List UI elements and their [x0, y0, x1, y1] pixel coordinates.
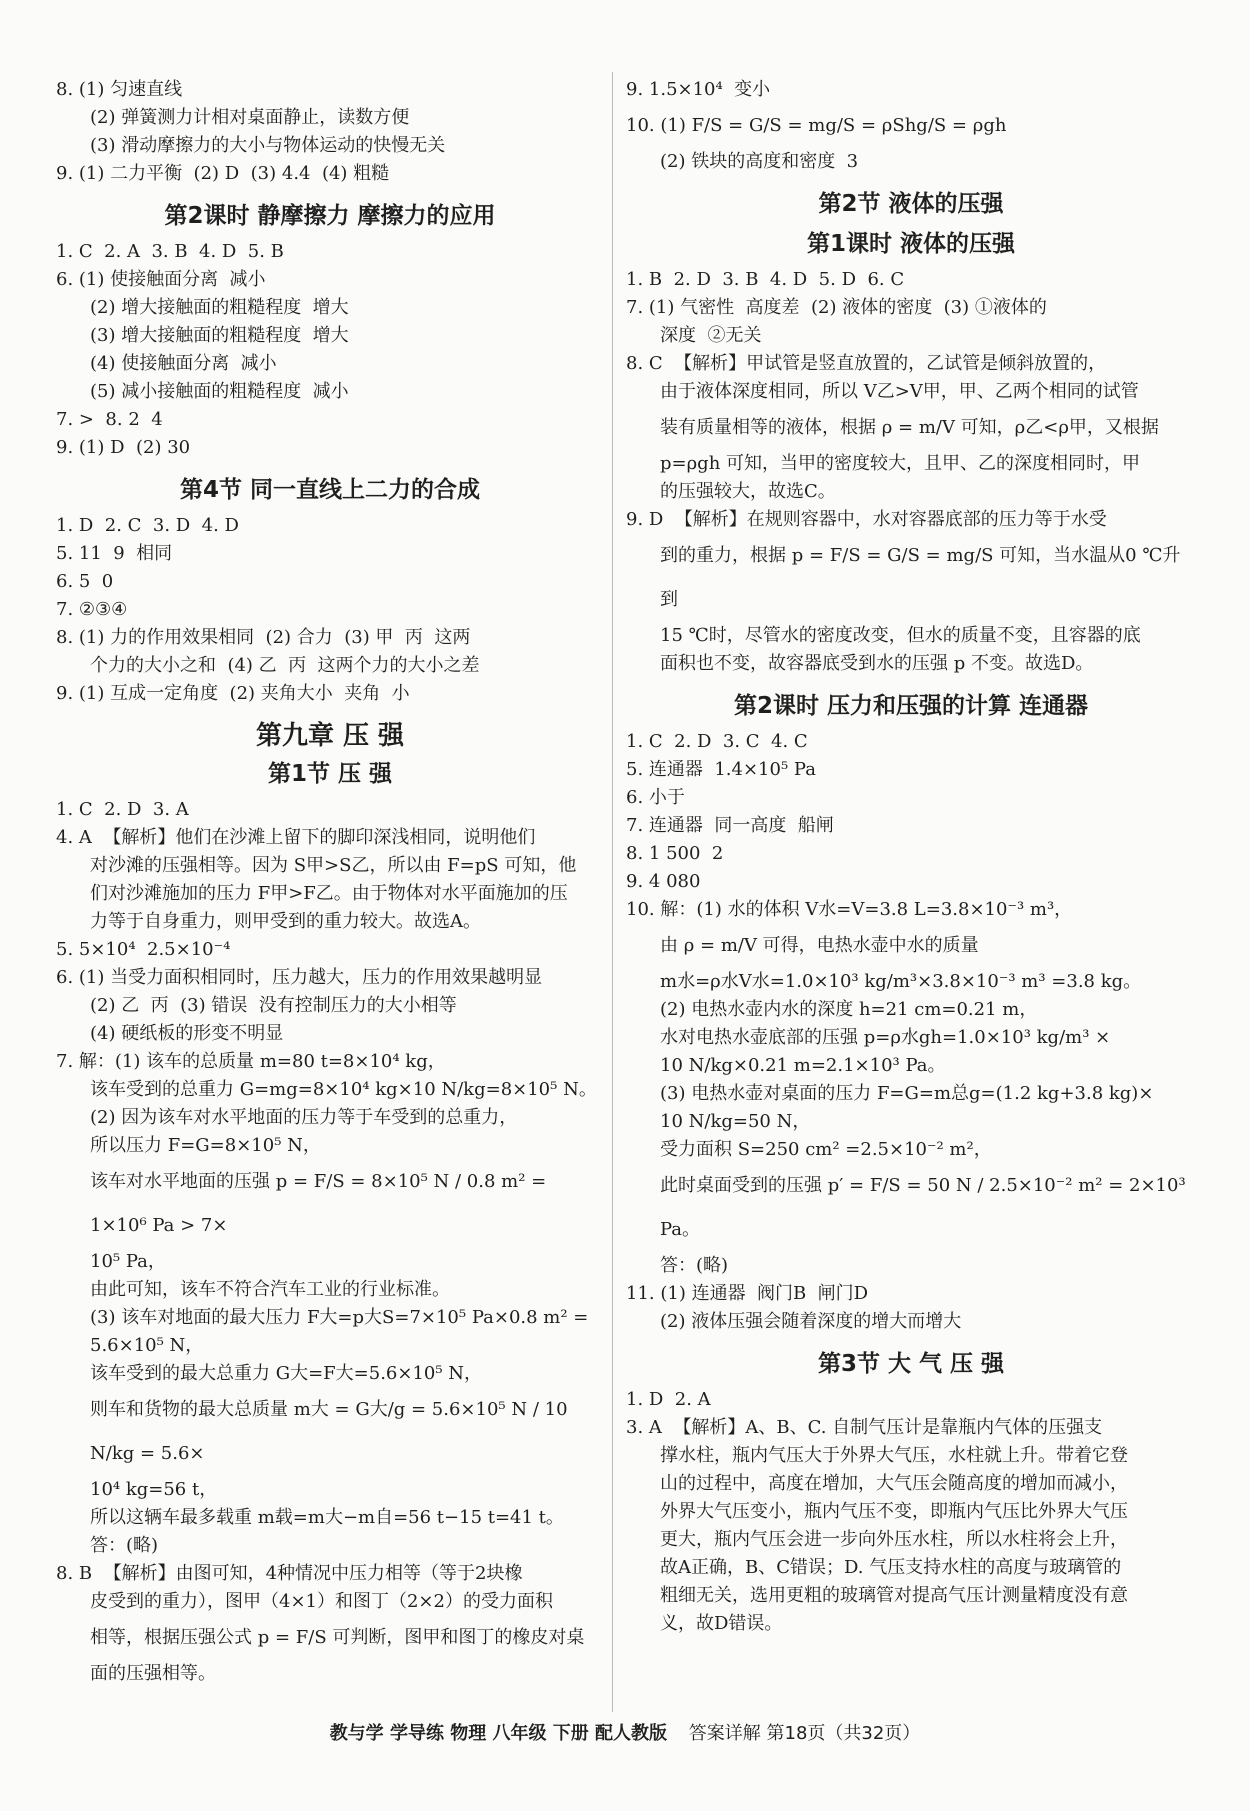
answer-line: 该车受到的最大总重力 G大=F大=5.6×10⁵ N， — [90, 1363, 483, 1384]
answer-line: 外界大气压变小，瓶内气压不变，即瓶内气压比外界大气压 — [660, 1501, 1128, 1522]
answer-line: (2) 液体压强会随着深度的增大而增大 — [660, 1311, 962, 1332]
answer-line: 9. (1) D (2) 30 — [56, 437, 191, 458]
answer-line: 9. D 【解析】在规则容器中，水对容器底部的压力等于水受 — [626, 509, 1107, 530]
answer-line: 1. C 2. D 3. C 4. C — [626, 731, 808, 752]
answer-line: 撑水柱，瓶内气压大于外界大气压，水柱就上升。带着它登 — [660, 1445, 1128, 1466]
answer-line: (2) 乙 丙 (3) 错误 没有控制压力的大小相等 — [90, 995, 457, 1016]
answer-line: 对沙滩的压强相等。因为 S甲>S乙，所以由 F=pS 可知，他 — [90, 855, 577, 876]
answer-line: 答：(略) — [90, 1535, 159, 1556]
answer-line: 6. (1) 使接触面分离 减小 — [56, 269, 266, 290]
answer-line: 15 ℃时，尽管水的密度改变，但水的质量不变，且容器的底 — [660, 625, 1141, 646]
left-column — [56, 76, 604, 1688]
answer-line: 5. 11 9 相同 — [56, 543, 173, 564]
section-heading: 第1节 压 强 — [267, 761, 393, 787]
formula-line: 该车对水平地面的压强 p = F/S = 8×10⁵ N / 0.8 m² = 1×10⁶ Pa > 7× — [90, 1171, 552, 1236]
answer-line: 5. 连通器 1.4×10⁵ Pa — [626, 759, 816, 780]
answer-line: 7. > 8. 2 4 — [56, 409, 163, 430]
answer-line: 由于液体深度相同，所以 V乙>V甲，甲、乙两个相同的试管 — [660, 381, 1139, 402]
answer-line: 8. B 【解析】由图可知，4种情况中压力相等（等于2块橡 — [56, 1563, 523, 1584]
answer-line: p=ρgh 可知，当甲的密度较大，且甲、乙的深度相同时，甲 — [660, 453, 1141, 474]
column-divider — [612, 72, 613, 1712]
answer-line: 所以这辆车最多载重 m载=m大−m自=56 t−15 t=41 t。 — [90, 1507, 564, 1528]
answer-line: 9. (1) 互成一定角度 (2) 夹角大小 夹角 小 — [56, 683, 410, 704]
answer-line: (3) 该车对地面的最大压力 F大=p大S=7×10⁵ Pa×0.8 m² = — [90, 1307, 589, 1328]
answer-line: 1. D 2. A — [626, 1389, 711, 1410]
answer-line: 8. 1 500 2 — [626, 843, 724, 864]
section-heading: 第4节 同一直线上二力的合成 — [179, 477, 480, 503]
formula-line: 则车和货物的最大总质量 m大 = G大/g = 5.6×10⁵ N / 10 N/kg = 5.6× — [90, 1399, 574, 1464]
answer-line: 水对电热水壶底部的压强 p=ρ水gh=1.0×10³ kg/m³ × — [660, 1027, 1111, 1048]
answer-line: 7. ②③④ — [56, 599, 128, 620]
answer-line: 5. 5×10⁴ 2.5×10⁻⁴ — [56, 939, 231, 960]
answer-line: 9. 4 080 — [626, 871, 701, 892]
answer-line: 力等于自身重力，则甲受到的重力较大。故选A。 — [90, 911, 481, 932]
page-number: 答案详解 第18页（共32页） — [688, 1723, 921, 1744]
answer-line: 6. 5 0 — [56, 571, 114, 592]
answer-line: (2) 铁块的高度和密度 3 — [660, 151, 859, 172]
answer-line: 11. (1) 连通器 阀门B 闸门D — [626, 1283, 869, 1304]
answer-line: 8. (1) 力的作用效果相同 (2) 合力 (3) 甲 丙 这两 — [56, 627, 471, 648]
subsection-heading: 第1课时 液体的压强 — [806, 231, 1015, 257]
answer-line: 6. (1) 当受力面积相同时，压力越大，压力的作用效果越明显 — [56, 967, 543, 988]
answer-line: 1. B 2. D 3. B 4. D 5. D 6. C — [626, 269, 905, 290]
answer-line: 更大，瓶内气压会进一步向外压水柱，所以水柱将会上升， — [660, 1529, 1128, 1550]
answer-line: (5) 减小接触面的粗糙程度 减小 — [90, 381, 349, 402]
answer-line: (4) 硬纸板的形变不明显 — [90, 1023, 284, 1044]
answer-line: 受力面积 S=250 cm² =2.5×10⁻² m²， — [660, 1139, 992, 1160]
answer-line: 故A正确，B、C错误；D. 气压支持水柱的高度与玻璃管的 — [660, 1557, 1122, 1578]
answer-line: 1. D 2. C 3. D 4. D — [56, 515, 239, 536]
answer-line: 的压强较大，故选C。 — [660, 481, 836, 502]
answer-line: 7. 连通器 同一高度 船闸 — [626, 815, 834, 836]
answer-line: 皮受到的重力），图甲（4×1）和图丁（2×2）的受力面积 — [90, 1591, 553, 1612]
answer-line: 6. 小于 — [626, 787, 685, 808]
book-series: 教与学 学导练 物理 八年级 下册 配人教版 — [329, 1723, 668, 1744]
answer-line: 3. A 【解析】A、B、C. 自制气压计是靠瓶内气体的压强支 — [626, 1417, 1103, 1438]
section-heading: 第2课时 压力和压强的计算 连通器 — [733, 693, 1089, 719]
answer-line: 8. (1) 匀速直线 — [56, 79, 183, 100]
answer-line: (2) 电热水壶内水的深度 h=21 cm=0.21 m， — [660, 999, 1038, 1020]
answer-line: (4) 使接触面分离 减小 — [90, 353, 277, 374]
answer-line: 10 N/kg×0.21 m=2.1×10³ Pa。 — [660, 1055, 946, 1076]
answer-line: (3) 电热水壶对桌面的压力 F=G=m总g=(1.2 kg+3.8 kg)× — [660, 1083, 1154, 1104]
right-column — [626, 76, 1196, 1638]
answer-line: (3) 增大接触面的粗糙程度 增大 — [90, 325, 349, 346]
section-heading: 第3节 大 气 压 强 — [817, 1351, 1005, 1377]
answer-line: 10⁴ kg=56 t， — [90, 1479, 218, 1500]
formula-line: 到的重力，根据 p = F/S = G/S = mg/S 可知，当水温从0 ℃升到 — [660, 545, 1181, 610]
answer-line: 答：(略) — [660, 1255, 729, 1276]
answer-line: 9. 1.5×10⁴ 变小 — [626, 79, 771, 100]
formula-line: 装有质量相等的液体，根据 ρ = m/V 可知，ρ乙<ρ甲，又根据 — [660, 417, 1159, 438]
answer-line: (3) 滑动摩擦力的大小与物体运动的快慢无关 — [90, 135, 446, 156]
formula-line: 由 ρ = m/V 可得，电热水壶中水的质量 — [660, 935, 979, 956]
answer-line: 10 N/kg=50 N， — [660, 1111, 811, 1132]
formula-line: 相等，根据压强公式 p = F/S 可判断，图甲和图丁的橡皮对桌 — [90, 1627, 585, 1648]
answer-line: 5.6×10⁵ N， — [90, 1335, 204, 1356]
section-heading: 第2节 液体的压强 — [818, 191, 1004, 217]
answer-line: 该车受到的总重力 G=mg=8×10⁴ kg×10 N/kg=8×10⁵ N。 — [90, 1079, 597, 1100]
answer-line: 个力的大小之和 (4) 乙 丙 这两个力的大小之差 — [90, 655, 480, 676]
answer-line: 面积也不变，故容器底受到水的压强 p 不变。故选D。 — [660, 653, 1094, 674]
answer-line: (2) 增大接触面的粗糙程度 增大 — [90, 297, 349, 318]
chapter-title: 第九章 压 强 — [255, 721, 405, 751]
answer-line: 9. (1) 二力平衡 (2) D (3) 4.4 (4) 粗糙 — [56, 163, 390, 184]
answer-line: 8. C 【解析】甲试管是竖直放置的，乙试管是倾斜放置的， — [626, 353, 1107, 374]
answer-line: 由此可知，该车不符合汽车工业的行业标准。 — [90, 1279, 450, 1300]
formula-line: 此时桌面受到的压强 p′ = F/S = 50 N / 2.5×10⁻² m² = 2×10³ Pa。 — [660, 1175, 1192, 1240]
answer-line: (2) 因为该车对水平地面的压力等于车受到的总重力， — [90, 1107, 518, 1128]
answer-line: 10. 解：(1) 水的体积 V水=V=3.8 L=3.8×10⁻³ m³， — [626, 899, 1073, 920]
answer-line: m水=ρ水V水=1.0×10³ kg/m³×3.8×10⁻³ m³ =3.8 kg。 — [660, 971, 1142, 992]
answer-line: 7. 解：(1) 该车的总质量 m=80 t=8×10⁴ kg， — [56, 1051, 446, 1072]
formula-line: 10. (1) F/S = G/S = mg/S = ρShg/S = ρgh — [626, 115, 1007, 136]
answer-line: 面的压强相等。 — [90, 1663, 216, 1684]
answer-line: 深度 ②无关 — [660, 325, 762, 346]
section-heading: 第2课时 静摩擦力 摩擦力的应用 — [164, 203, 496, 229]
answer-line: (2) 弹簧测力计相对桌面静止，读数方便 — [90, 107, 410, 128]
answer-line: 们对沙滩施加的压力 F甲>F乙。由于物体对水平面施加的压 — [90, 883, 568, 904]
answer-line: 所以压力 F=G=8×10⁵ N， — [90, 1135, 321, 1156]
answer-line: 1. C 2. D 3. A — [56, 799, 189, 820]
answer-line: 1. C 2. A 3. B 4. D 5. B — [56, 241, 284, 262]
answer-line: 粗细无关，选用更粗的玻璃管对提高气压计测量精度没有意 — [660, 1585, 1128, 1606]
answer-line: 山的过程中，高度在增加，大气压会随高度的增加而减小， — [660, 1473, 1128, 1494]
answer-line: 7. (1) 气密性 高度差 (2) 液体的密度 (3) ①液体的 — [626, 297, 1047, 318]
answer-line: 义，故D错误。 — [660, 1613, 783, 1634]
page-footer — [0, 1720, 1250, 1748]
answer-line: 10⁵ Pa， — [90, 1251, 166, 1272]
answer-line: 4. A 【解析】他们在沙滩上留下的脚印深浅相同，说明他们 — [56, 827, 536, 848]
